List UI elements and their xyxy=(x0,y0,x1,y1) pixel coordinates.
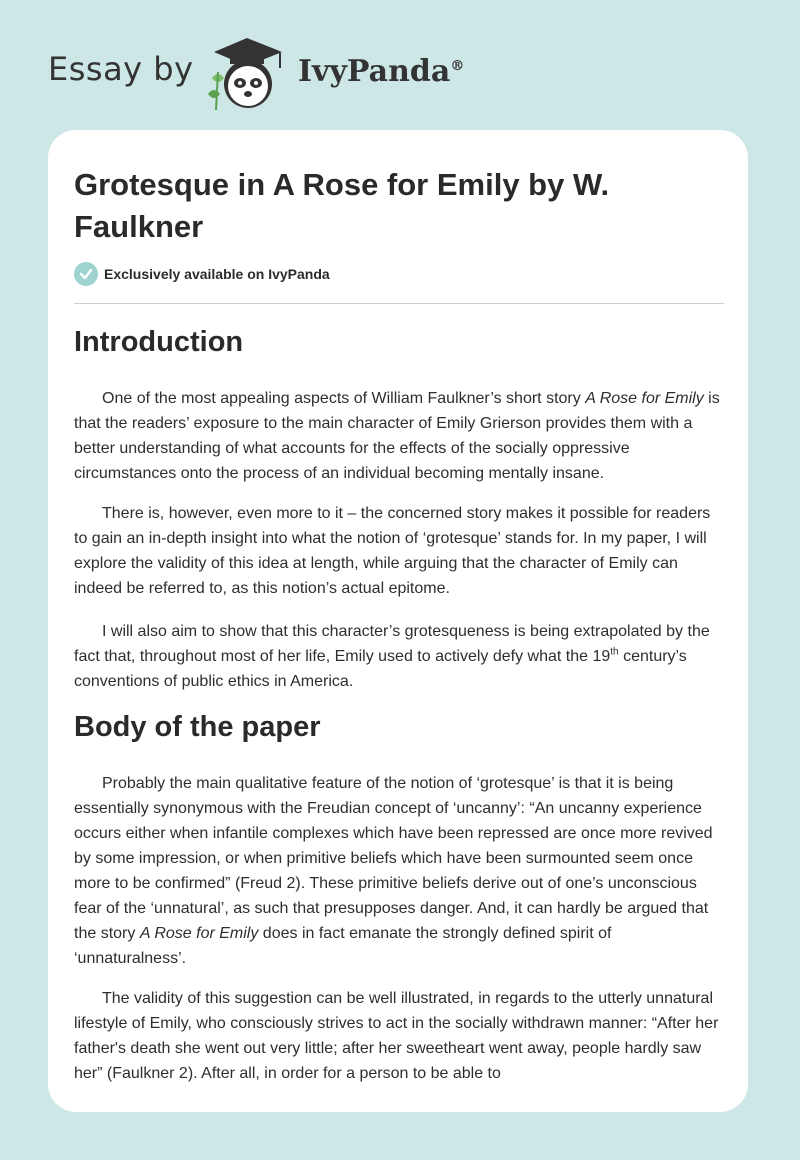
check-icon xyxy=(74,262,98,286)
paragraph: Probably the main qualitative feature of the notion of ‘grotesque’ is that it is being essentially synonymous with the Freudian concept of ‘uncanny’: “An uncanny experience occurs either when infantile complexes which have been repressed are once more revived by some impression, or when primitive beliefs which have been surmounted seem once more to be confirmed” (Freud 2). These primitive beliefs derive out of one’s unconscious fear of the ‘unnatural’, as such that presupposes danger. And, it can hardly be argued that the story A Rose for Emily does in fact emanate the strongly defined spirit of ‘unnaturalness’. xyxy=(74,775,713,967)
paragraph: One of the most appealing aspects of William Faulkner’s short story A Rose for Emily is that the readers’ exposure to the main character of Emily Grierson provides them with a better understanding of what accounts for the effects of the socially oppressive circumstances onto the process of an individual becoming mentally insane. xyxy=(74,390,720,482)
essay-by-label: Essay by xyxy=(48,50,194,88)
paragraph: The validity of this suggestion can be well illustrated, in regards to the utterly unnatural lifestyle of Emily, who consciously strives to act in the socially withdrawn manner: “After her father's death she went out very little; after her sweetheart went away, people hardly saw her” (Faulkner 2). After all, in order for a person to be able to xyxy=(74,990,719,1082)
divider xyxy=(74,303,724,304)
essay-title: Grotesque in A Rose for Emily by W. Faulkner xyxy=(74,167,610,244)
panda-logo-icon xyxy=(202,36,292,112)
brand-logo-text[interactable]: IvyPanda® xyxy=(298,54,465,89)
paragraph: I will also aim to show that this character’s grotesqueness is being extrapolated by the fact that, throughout most of her life, Emily used to actively defy what the 19th century’s conventions of public ethics in America. xyxy=(74,623,710,690)
exclusive-label: Exclusively available on IvyPanda xyxy=(104,266,330,282)
section-heading-body: Body of the paper xyxy=(74,711,321,743)
exclusive-badge xyxy=(74,262,330,286)
essay-card xyxy=(48,130,748,1112)
site-header xyxy=(48,32,508,112)
section-heading-introduction: Introduction xyxy=(74,326,244,358)
paragraph: There is, however, even more to it – the concerned story makes it possible for readers to gain an in-depth insight into what the notion of ‘grotesque’ stands for. In my paper, I will explore the validity of this idea at length, while arguing that the character of Emily can indeed be referred to, as this notion’s actual epitome. xyxy=(74,505,711,597)
